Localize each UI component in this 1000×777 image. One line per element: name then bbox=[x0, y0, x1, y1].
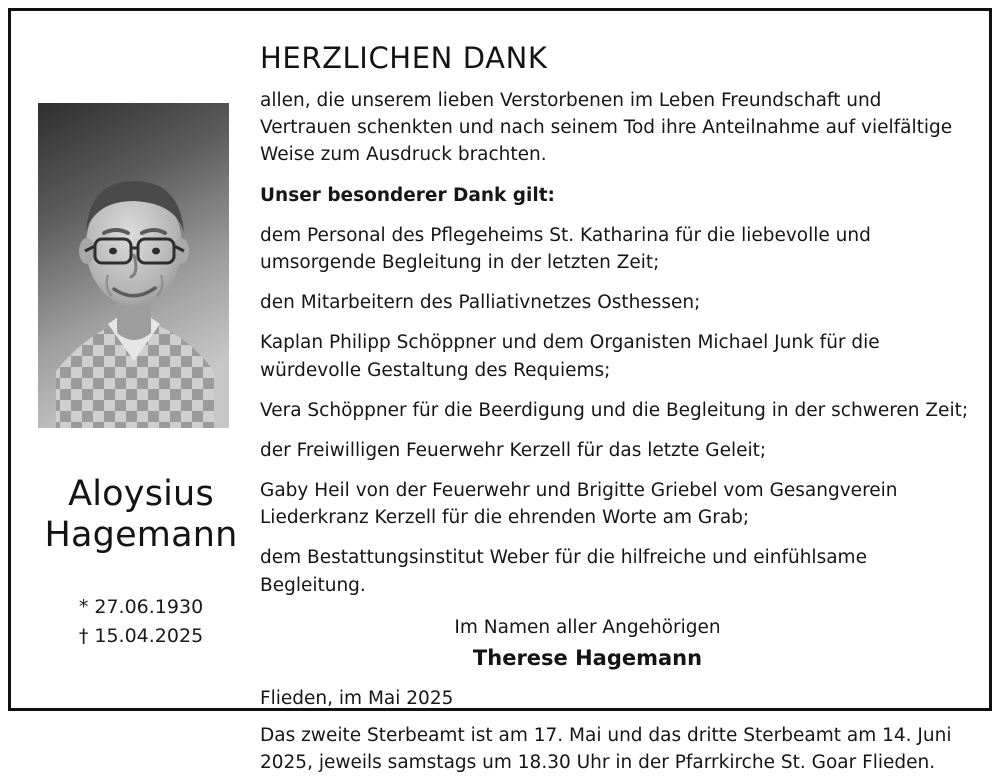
thanks-item: Gaby Heil von der Feuerwehr und Brigitte Griebel vom Gesangverein Liederkranz Kerzell für die ehrenden Worte am Grab; bbox=[260, 480, 898, 529]
thanks-item: Vera Schöppner für die Beerdigung und die Begleitung in der schweren Zeit; bbox=[260, 399, 969, 421]
page-title: HERZLICHEN DANK bbox=[260, 41, 548, 75]
thanks-header: Unser besonderer Dank gilt: bbox=[260, 184, 555, 206]
life-dates bbox=[25, 593, 257, 650]
portrait-illustration bbox=[38, 103, 229, 428]
birth-date: * 27.06.1930 bbox=[78, 596, 204, 618]
deceased-name bbox=[25, 475, 257, 554]
closing-note: Das zweite Sterbeamt ist am 17. Mai und das dritte Sterbeamt am 14. Juni 2025, jeweils samstags um 18.30 Uhr in der Pfarrkirche St. Goar Flieden. bbox=[260, 725, 952, 774]
thanks-item: dem Personal des Pflegeheims St. Katharina für die liebevolle und umsorgende Begleitung in der letzten Zeit; bbox=[260, 224, 871, 273]
signature-intro: Im Namen aller Angehörigen bbox=[454, 616, 721, 638]
thanks-item: dem Bestattungsinstitut Weber für die hilfreiche und einfühlsame Begleitung. bbox=[260, 547, 867, 596]
deceased-first-name: Aloysius bbox=[68, 474, 214, 514]
death-date: † 15.04.2025 bbox=[78, 624, 204, 647]
notice-border bbox=[8, 8, 992, 774]
signature-block bbox=[260, 615, 975, 674]
deceased-last-name: Hagemann bbox=[44, 514, 238, 555]
notice-content bbox=[25, 25, 975, 774]
signature-name: Therese Hagemann bbox=[472, 645, 703, 670]
thanks-item: den Mitarbeitern des Palliativnetzes Osthessen; bbox=[260, 292, 701, 314]
place-and-date: Flieden, im Mai 2025 bbox=[260, 688, 454, 710]
intro-paragraph: allen, die unserem lieben Verstorbenen im Leben Freundschaft und Vertrauen schenkten und nach seinem Tod ihre Anteilnahme auf vielfältige Weise zum Ausdruck brachten. bbox=[260, 90, 953, 166]
portrait-photo bbox=[38, 103, 229, 428]
thanks-item: der Freiwilligen Feuerwehr Kerzell für das letzte Geleit; bbox=[260, 439, 767, 461]
thanks-item: Kaplan Philipp Schöppner und dem Organisten Michael Junk für die würdevolle Gestaltung des Requiems; bbox=[260, 332, 880, 381]
right-column bbox=[260, 25, 975, 777]
